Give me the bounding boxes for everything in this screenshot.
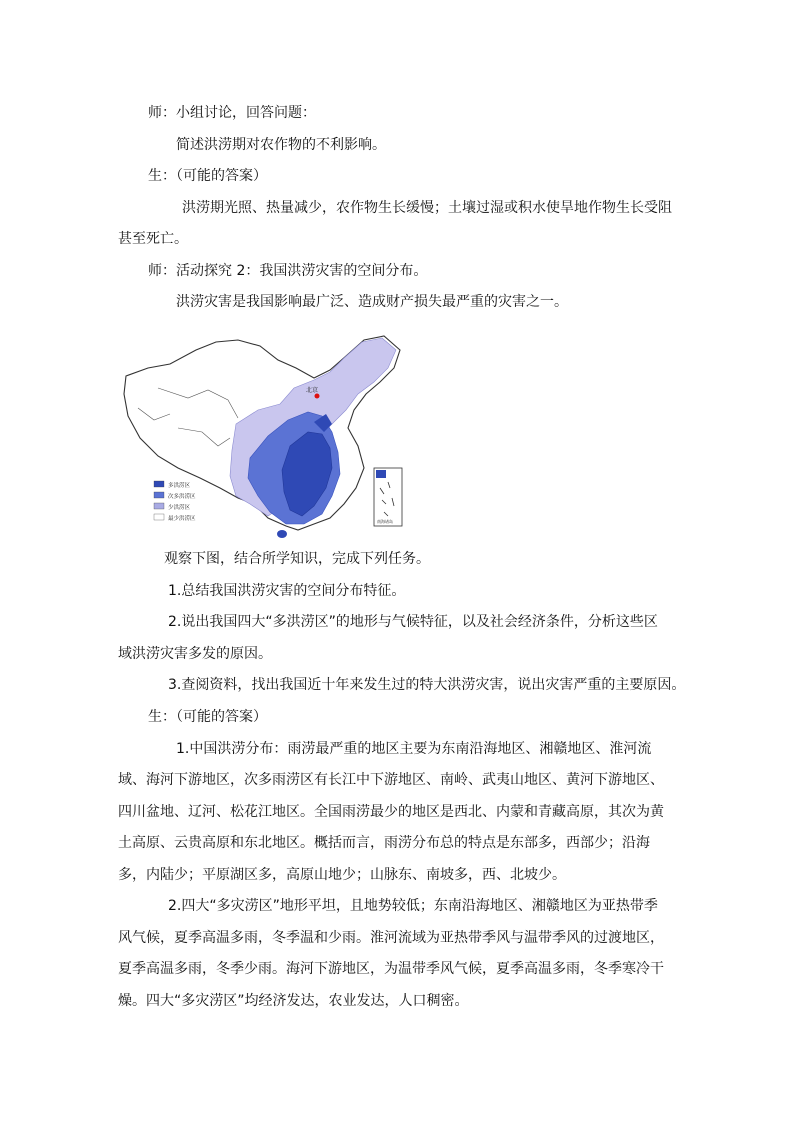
legend-swatch [154,514,164,520]
legend-label: 次多洪涝区 [168,494,196,500]
paragraph: 燥。四大“多灾涝区”均经济发达，农业发达，人口稠密。 [118,993,469,1009]
paragraph: 域、海河下游地区，次多雨涝区有长江中下游地区、南岭、武夷山地区、黄河下游地区、 [118,772,664,788]
paragraph: 域洪涝灾害多发的原因。 [118,646,272,662]
hainan-island [277,530,287,538]
legend-label: 少洪涝区 [168,505,191,511]
map-legend [154,481,196,522]
flood-distribution-map [118,328,428,540]
paragraph: 3.查阅资料，找出我国近十年来发生过的特大洪涝灾害，说出灾害严重的主要原因。 [168,677,686,693]
legend-label: 多洪涝区 [168,483,191,489]
paragraph: 2.说出我国四大“多洪涝区”的地形与气候特征，以及社会经济条件，分析这些区 [168,614,658,630]
paragraph: 四川盆地、辽河、松花江地区。全国雨涝最少的地区是西北、内蒙和青藏高原，其次为黄 [118,804,664,820]
paragraph: 1.总结我国洪涝灾害的空间分布特征。 [168,583,406,599]
paragraph: 夏季高温多雨，冬季少雨。海河下游地区，为温带季风气候，夏季高温多雨，冬季寒冷干 [118,961,664,977]
paragraph: 甚至死亡。 [118,231,188,247]
paragraph: 师：小组讨论，回答问题： [148,105,316,121]
legend-label: 最少洪涝区 [168,516,196,522]
paragraph: 1.中国洪涝分布：雨涝最严重的地区主要为东南沿海地区、湘赣地区、淮河流 [176,741,652,757]
paragraph: 师：活动探究 2：我国洪涝灾害的空间分布。 [148,263,428,279]
paragraph: 洪涝灾害是我国影响最广泛、造成财产损失最严重的灾害之一。 [176,294,568,310]
legend-swatch [154,492,164,498]
paragraph: 土高原、云贵高原和东北地区。概括而言，雨涝分布总的特点是东部多，西部少；沿海 [118,835,650,851]
paragraph: 生：（可能的答案） [148,709,267,725]
legend-swatch [154,503,164,509]
paragraph: 简述洪涝期对农作物的不利影响。 [176,137,386,153]
paragraph: 风气候，夏季高温多雨，冬季温和少雨。淮河流域为亚热带季风与温带季风的过渡地区， [118,930,664,946]
legend-swatch [154,481,164,487]
paragraph: 观察下图，结合所学知识，完成下列任务。 [164,551,430,567]
city-label: 北京 [306,387,319,394]
beijing-marker [315,394,320,399]
paragraph: 生：（可能的答案） [148,168,267,184]
paragraph: 洪涝期光照、热量减少，农作物生长缓慢；土壤过湿或积水使旱地作物生长受阻 [182,200,672,216]
paragraph: 2.四大“多灾涝区”地形平坦，且地势较低；东南沿海地区、湘赣地区为亚热带季 [168,898,658,914]
paragraph: 多，内陆少；平原湖区多，高原山地少；山脉东、南坡多，西、北坡少。 [118,867,566,883]
inset-label: 南海诸岛 [377,519,393,524]
